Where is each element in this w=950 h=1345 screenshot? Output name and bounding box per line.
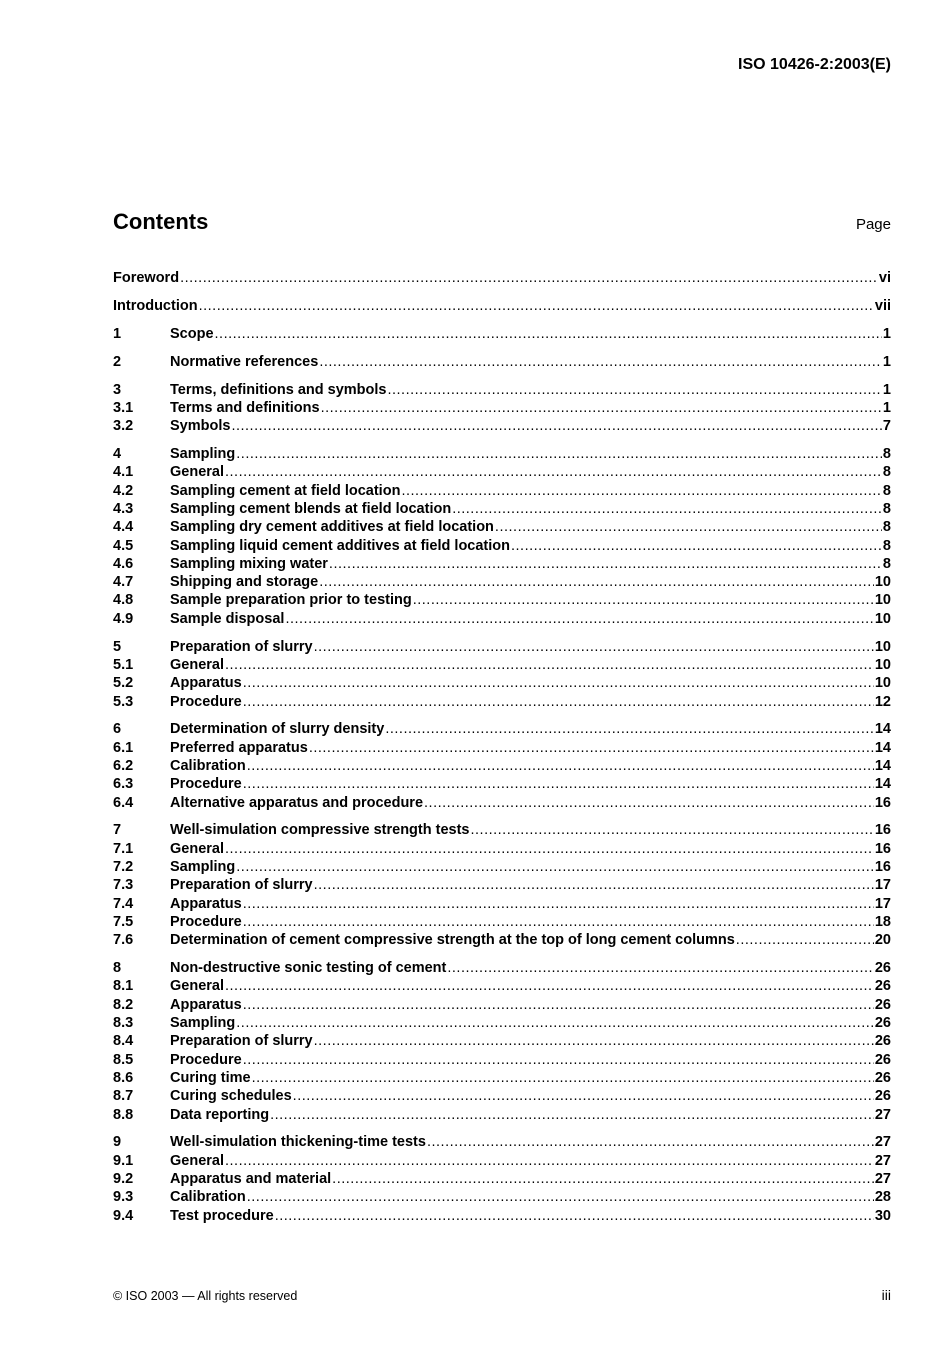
toc-entry-page: 18: [874, 913, 891, 930]
toc-entry-title: Curing schedules: [170, 1088, 292, 1105]
toc-entry-title: Determination of cement compressive strength at the top of long cement columns: [170, 932, 735, 949]
toc-entry-number: 9: [113, 1134, 122, 1151]
toc-entry-title: Well-simulation compressive strength tests: [170, 822, 470, 839]
toc-entry-number: 3.1: [113, 399, 134, 416]
dot-leader: [413, 591, 874, 609]
toc-entry-title: Test procedure: [170, 1207, 274, 1224]
toc-entry-number: 8.6: [113, 1069, 134, 1086]
toc-entry-page: 26: [874, 996, 891, 1013]
toc-entry-number: 1: [113, 325, 122, 342]
toc-group: [113, 297, 891, 315]
toc-entry-page: 10: [874, 574, 891, 591]
dot-leader: [319, 573, 874, 591]
toc-entry-title: Apparatus: [170, 895, 242, 912]
toc-entry-page: 26: [874, 1051, 891, 1068]
toc-entry-title: Preparation of slurry: [170, 877, 313, 894]
toc-entry[interactable]: [113, 996, 891, 1014]
toc-entry[interactable]: [113, 931, 891, 949]
dot-leader: [180, 269, 878, 287]
toc-entry[interactable]: [113, 977, 891, 995]
toc-entry-page: 1: [882, 399, 891, 416]
toc-entry[interactable]: [113, 610, 891, 628]
toc-entry[interactable]: [113, 269, 891, 287]
dot-leader: [243, 913, 874, 931]
toc-entry-page: vi: [878, 270, 891, 286]
toc-entry[interactable]: [113, 1069, 891, 1087]
toc-entry[interactable]: [113, 739, 891, 757]
dot-leader: [447, 959, 874, 977]
dot-leader: [270, 1106, 874, 1124]
toc-entry-page: 26: [874, 1015, 891, 1032]
toc-entry-page: 8: [882, 446, 891, 463]
toc-entry-page: 16: [874, 794, 891, 811]
dot-leader: [243, 1051, 874, 1069]
toc-entry-page: 26: [874, 960, 891, 977]
toc-entry-page: 14: [874, 721, 891, 738]
toc-entry-title: Sampling: [170, 446, 236, 463]
toc-entry-page: 12: [874, 693, 891, 710]
toc-entry-page: 27: [874, 1134, 891, 1151]
toc-entry[interactable]: [113, 858, 891, 876]
toc-entry-number: 9.3: [113, 1189, 134, 1206]
toc-entry-title: Foreword: [113, 270, 180, 286]
toc-entry-page: 8: [882, 555, 891, 572]
toc-entry-number: 8.8: [113, 1106, 134, 1123]
toc-entry-title: Alternative apparatus and procedure: [170, 794, 424, 811]
toc-entry-number: 4.8: [113, 592, 134, 609]
toc-entry-title: Preparation of slurry: [170, 638, 313, 655]
toc-entry-number: 4.2: [113, 482, 134, 499]
toc-group: [113, 269, 891, 287]
toc-entry-title: Terms and definitions: [170, 399, 320, 416]
toc-entry-number: 6: [113, 721, 122, 738]
toc-entry-title: Preferred apparatus: [170, 739, 308, 756]
dot-leader: [225, 977, 874, 995]
page-number: iii: [881, 1287, 891, 1303]
toc-entry-number: 7.1: [113, 840, 134, 857]
toc-entry[interactable]: [113, 775, 891, 793]
toc-entry-title: Preparation of slurry: [170, 1033, 313, 1050]
toc-entry[interactable]: [113, 794, 891, 812]
dot-leader: [275, 1207, 874, 1225]
toc-entry-title: General: [170, 1152, 224, 1169]
toc-group: [113, 381, 891, 436]
dot-leader: [236, 1014, 874, 1032]
toc-entry[interactable]: [113, 573, 891, 591]
toc-entry[interactable]: [113, 693, 891, 711]
toc-entry-number: 4.4: [113, 519, 134, 536]
toc-entry[interactable]: [113, 463, 891, 481]
toc-entry-number: 8.5: [113, 1051, 134, 1068]
toc-entry-number: 7: [113, 822, 122, 839]
toc-entry-number: 8.7: [113, 1088, 134, 1105]
dot-leader: [225, 840, 874, 858]
toc-entry[interactable]: [113, 1051, 891, 1069]
toc-entry-title: Apparatus and material: [170, 1171, 332, 1187]
toc-group: [113, 445, 891, 628]
toc-entry-page: 14: [874, 776, 891, 793]
toc-entry-title: Normative references: [170, 353, 319, 370]
toc-entry-page: 8: [882, 519, 891, 536]
toc-entry[interactable]: [113, 1014, 891, 1032]
toc-entry-title: Apparatus: [170, 996, 242, 1013]
toc-entry-title: General: [170, 656, 224, 673]
toc-entry-page: 27: [874, 1152, 891, 1169]
toc-entry-title: Well-simulation thickening-time tests: [170, 1134, 426, 1151]
toc-entry-number: 8.1: [113, 978, 134, 995]
toc-entry-title: General: [170, 464, 224, 481]
toc-entry-page: 10: [874, 638, 891, 655]
dot-leader: [309, 739, 874, 757]
toc-entry-number: 3: [113, 381, 122, 398]
toc-entry-title: Sampling dry cement additives at field location: [170, 519, 494, 536]
toc-entry-number: 8.2: [113, 996, 134, 1013]
toc-entry-title: Symbols: [170, 418, 231, 435]
dot-leader: [314, 1032, 874, 1050]
toc-entry-title: Data reporting: [170, 1106, 270, 1123]
toc-entry-number: 7.4: [113, 895, 134, 912]
toc-entry[interactable]: [113, 399, 891, 417]
toc-entry[interactable]: [113, 656, 891, 674]
toc-entry-title: Sampling cement at field location: [170, 482, 401, 499]
dot-leader: [236, 445, 882, 463]
dot-leader: [736, 931, 874, 949]
toc-entry-page: 8: [882, 500, 891, 517]
toc-entry-number: 8: [113, 960, 122, 977]
toc-group: [113, 325, 891, 343]
toc-entry-number: 6.3: [113, 776, 134, 793]
dot-leader: [314, 638, 874, 656]
dot-leader: [314, 876, 874, 894]
toc-entry-title: Calibration: [170, 757, 246, 774]
toc-entry[interactable]: [113, 325, 891, 343]
dot-leader: [252, 1069, 874, 1087]
contents-heading: Contents: [113, 209, 209, 234]
toc-entry-title: Procedure: [170, 1051, 242, 1068]
toc-entry-page: 10: [874, 675, 891, 692]
toc-entry-number: 4.5: [113, 537, 134, 554]
document-id: ISO 10426-2:2003(E): [738, 56, 891, 73]
toc-group: [113, 638, 891, 711]
dot-leader: [247, 757, 874, 775]
dot-leader: [401, 482, 881, 500]
toc-entry-title: Sample disposal: [170, 610, 285, 627]
toc-entry[interactable]: [113, 297, 891, 315]
toc-entry-number: 9.2: [113, 1171, 134, 1187]
toc-entry-number: 2: [113, 353, 122, 370]
toc-entry-page: 1: [882, 325, 891, 342]
toc-entry[interactable]: [113, 482, 891, 500]
dot-leader: [321, 399, 882, 417]
toc-entry-page: 26: [874, 1088, 891, 1105]
dot-leader: [387, 381, 881, 399]
dot-leader: [495, 518, 882, 536]
toc-entry[interactable]: [113, 757, 891, 775]
toc-entry[interactable]: [113, 895, 891, 913]
toc-entry[interactable]: [113, 821, 891, 839]
toc-entry-page: 20: [874, 932, 891, 949]
toc-entry-page: 27: [874, 1106, 891, 1123]
toc-entry-number: 4.6: [113, 555, 134, 572]
toc-entry-page: 27: [874, 1171, 891, 1187]
dot-leader: [247, 1188, 874, 1206]
toc-entry-number: 7.2: [113, 859, 134, 876]
toc-entry[interactable]: [113, 840, 891, 858]
toc-entry[interactable]: [113, 353, 891, 371]
toc-entry-title: Procedure: [170, 693, 242, 710]
toc-entry-number: 7.3: [113, 877, 134, 894]
toc-entry-page: 8: [882, 537, 891, 554]
toc-entry-title: Sample preparation prior to testing: [170, 592, 412, 609]
toc-group: [113, 959, 891, 1124]
toc-entry-page: 16: [874, 822, 891, 839]
dot-leader: [470, 821, 873, 839]
toc-entry[interactable]: [113, 381, 891, 399]
toc-entry-page: 16: [874, 840, 891, 857]
dot-leader: [332, 1170, 874, 1188]
toc-entry-title: Shipping and storage: [170, 574, 319, 591]
toc-entry-page: 17: [874, 895, 891, 912]
toc-entry-number: 4.7: [113, 574, 134, 591]
toc-entry-number: 7.6: [113, 932, 134, 949]
toc-entry-page: 8: [882, 464, 891, 481]
toc-entry[interactable]: [113, 1133, 891, 1151]
toc-entry-title: Sampling: [170, 859, 236, 876]
toc-entry[interactable]: [113, 445, 891, 463]
toc-entry[interactable]: [113, 959, 891, 977]
toc-entry-page: 1: [882, 353, 891, 370]
toc-entry-number: 9.1: [113, 1152, 134, 1169]
toc-entry-page: 14: [874, 757, 891, 774]
toc-entry-page: 26: [874, 978, 891, 995]
toc-entry-page: 10: [874, 656, 891, 673]
toc-entry[interactable]: [113, 1106, 891, 1124]
toc-entry-number: 3.2: [113, 418, 134, 435]
toc-entry[interactable]: [113, 1087, 891, 1105]
dot-leader: [231, 417, 881, 435]
page-column-label: Page: [855, 216, 891, 233]
dot-leader: [236, 858, 874, 876]
toc-entry[interactable]: [113, 876, 891, 894]
toc-entry-number: 4: [113, 446, 122, 463]
toc-entry-title: Non-destructive sonic testing of cement: [170, 960, 447, 977]
toc-entry-number: 5.1: [113, 656, 134, 673]
toc-entry[interactable]: [113, 591, 891, 609]
toc-entry-page: 16: [874, 859, 891, 876]
toc-entry-page: 7: [882, 418, 891, 435]
toc-entry-page: 10: [874, 610, 891, 627]
toc-entry-page: 28: [874, 1189, 891, 1206]
toc-entry-title: Determination of slurry density: [170, 721, 385, 738]
toc-entry-title: General: [170, 840, 224, 857]
toc-entry-title: Curing time: [170, 1069, 251, 1086]
toc-entry-number: 8.4: [113, 1033, 134, 1050]
toc-entry-number: 5: [113, 638, 122, 655]
toc-entry[interactable]: [113, 1188, 891, 1206]
toc-entry-page: vii: [874, 297, 891, 314]
dot-leader: [225, 463, 882, 481]
toc-entry[interactable]: [113, 720, 891, 738]
toc-entry-number: 8.3: [113, 1015, 134, 1032]
toc-entry-title: Introduction: [113, 297, 198, 314]
toc-entry-page: 26: [874, 1069, 891, 1086]
toc-entry[interactable]: [113, 417, 891, 435]
toc-group: [113, 353, 891, 371]
toc-entry-title: Apparatus: [170, 675, 242, 692]
toc-entry[interactable]: [113, 913, 891, 931]
toc-entry[interactable]: [113, 1152, 891, 1170]
toc-group: [113, 720, 891, 811]
toc-entry-title: Sampling liquid cement additives at field location: [170, 537, 510, 554]
dot-leader: [452, 500, 882, 518]
toc-entry-page: 8: [882, 482, 891, 499]
toc-entry[interactable]: [113, 674, 891, 692]
toc-entry-number: 6.2: [113, 757, 134, 774]
toc-entry-page: 14: [874, 739, 891, 756]
toc-entry[interactable]: [113, 555, 891, 573]
toc-entry[interactable]: [113, 500, 891, 518]
dot-leader: [243, 895, 874, 913]
toc-entry-number: 4.9: [113, 610, 134, 627]
copyright-notice: © ISO 2003 — All rights reserved: [113, 1289, 298, 1303]
dot-leader: [225, 656, 874, 674]
toc-entry-page: 10: [874, 592, 891, 609]
dot-leader: [243, 996, 874, 1014]
toc-entry-number: 4.1: [113, 464, 134, 481]
dot-leader: [243, 693, 874, 711]
toc-entry[interactable]: [113, 1032, 891, 1050]
dot-leader: [225, 1152, 874, 1170]
toc-entry-number: 5.3: [113, 693, 134, 710]
toc-entry-title: Procedure: [170, 776, 242, 793]
dot-leader: [511, 537, 882, 555]
toc-entry-title: Terms, definitions and symbols: [170, 381, 387, 398]
toc-entry-number: 4.3: [113, 500, 134, 517]
toc-entry[interactable]: [113, 1207, 891, 1225]
toc-entry-number: 9.4: [113, 1207, 134, 1224]
toc-entry-title: General: [170, 978, 224, 995]
toc-entry[interactable]: [113, 518, 891, 536]
toc-entry-page: 17: [874, 877, 891, 894]
toc-entry-number: 6.1: [113, 739, 134, 756]
dot-leader: [319, 353, 882, 371]
dot-leader: [285, 610, 873, 628]
toc-group: [113, 821, 891, 949]
dot-leader: [243, 775, 874, 793]
toc-group: [113, 1133, 891, 1224]
dot-leader: [427, 1133, 874, 1151]
dot-leader: [199, 297, 874, 315]
dot-leader: [215, 325, 882, 343]
dot-leader: [329, 555, 882, 573]
toc-entry-title: Sampling: [170, 1015, 236, 1032]
dot-leader: [424, 794, 874, 812]
toc-entry[interactable]: [113, 638, 891, 656]
toc-entry-title: Scope: [170, 325, 214, 342]
toc-entry-number: 6.4: [113, 794, 134, 811]
toc-entry-title: Sampling cement blends at field location: [170, 500, 452, 517]
dot-leader: [385, 720, 874, 738]
table-of-contents: [113, 269, 891, 1234]
dot-leader: [293, 1087, 874, 1105]
toc-entry-page: 1: [882, 381, 891, 398]
toc-entry[interactable]: [113, 537, 891, 555]
toc-entry-page: 30: [874, 1207, 891, 1224]
dot-leader: [243, 674, 874, 692]
toc-entry-page: 26: [874, 1033, 891, 1050]
toc-entry-title: Sampling mixing water: [170, 555, 328, 572]
toc-entry[interactable]: [113, 1170, 891, 1188]
toc-entry-number: 7.5: [113, 913, 134, 930]
toc-entry-number: 5.2: [113, 675, 134, 692]
toc-entry-title: Procedure: [170, 913, 242, 930]
toc-entry-title: Calibration: [170, 1189, 246, 1206]
